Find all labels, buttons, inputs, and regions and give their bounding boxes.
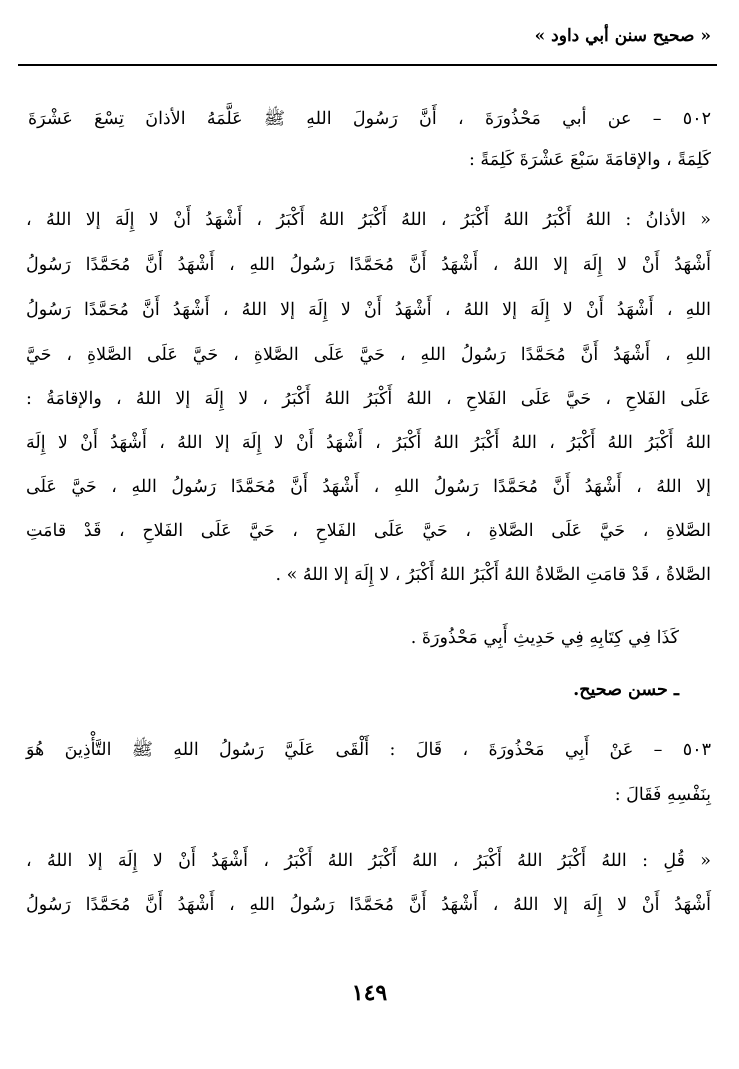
page-number: ١٤٩ bbox=[351, 980, 388, 1006]
hadith-502-note: كَذَا فِي كِتَابِهِ فِي حَدِيثِ أَبِي مَحْذُورَةَ . bbox=[410, 628, 679, 648]
hadith-502-text-line: « الأذانُ : اللهُ أَكْبَرُ اللهُ أَكْبَرُ ، اللهُ أَكْبَرُ اللهُ أَكْبَرُ ، أَشْهَدُ أَنْ لا إِلَهَ إلا اللهُ ، bbox=[26, 210, 711, 230]
hadith-503-line-1: ٥٠٣ – عَنْ أَبِي مَحْذُورَةَ ، قَالَ : أَلْقَى عَلَيَّ رَسُولُ اللهِ ﷺ التَّأْذِينَ هُوَ bbox=[26, 740, 711, 760]
book-title: « صحيح سنن أبي داود » bbox=[534, 26, 711, 46]
hadith-503-line-2: بِنَفْسِهِ فَقَالَ : bbox=[614, 785, 711, 805]
hadith-502-text-line: اللهِ ، أَشْهَدُ أَنَّ مُحَمَّدًا رَسُولُ اللهِ ، حَيَّ عَلَى الصَّلاةِ ، حَيَّ عَلَى الصَّلاةِ ، حَيَّ bbox=[26, 345, 711, 365]
hadith-502-text-line: إلا اللهُ ، أَشْهَدُ أَنَّ مُحَمَّدًا رَسُولُ اللهِ ، أَشْهَدُ أَنَّ مُحَمَّدًا رَسُولُ اللهِ ، حَيَّ عَلَى bbox=[26, 477, 711, 497]
hadith-502-line-1: ٥٠٢ – عن أبي مَحْذُورَةَ ، أَنَّ رَسُولَ اللهِ ﷺ عَلَّمَهُ الأذانَ تِسْعَ عَشْرَةَ bbox=[28, 109, 711, 129]
hadith-502-text-line: الصَّلاةُ ، قَدْ قامَتِ الصَّلاةُ اللهُ أَكْبَرُ اللهُ أَكْبَرُ ، لا إِلَهَ إلا اللهُ » . bbox=[275, 565, 711, 585]
hadith-502-text-line: أَشْهَدُ أَنْ لا إِلَهَ إلا اللهُ ، أَشْهَدُ أَنَّ مُحَمَّدًا رَسُولُ اللهِ ، أَشْهَدُ أَنَّ مُحَمَّدًا رَسُولُ bbox=[26, 255, 711, 275]
header-rule bbox=[18, 64, 717, 66]
hadith-503-text-line: « قُلِ : اللهُ أَكْبَرُ اللهُ أَكْبَرُ ، اللهُ أَكْبَرُ اللهُ أَكْبَرُ ، أَشْهَدُ أَنْ لا إِلَهَ إلا اللهُ ، bbox=[26, 851, 711, 871]
hadith-502-line-2: كَلِمَةً ، والإقامَةَ سَبْعَ عَشْرَةَ كَلِمَةً : bbox=[468, 150, 711, 170]
hadith-502-grade: ـ حسن صحيح. bbox=[573, 680, 679, 700]
hadith-502-text-line: اللهُ أَكْبَرُ اللهُ أَكْبَرُ ، اللهُ أَكْبَرُ اللهُ أَكْبَرُ ، أَشْهَدُ أَنْ لا إِلَهَ إلا اللهُ ، أَشْهَدُ أَنْ لا إِلَهَ bbox=[26, 433, 711, 453]
hadith-502-text-line: اللهِ ، أَشْهَدُ أَنْ لا إِلَهَ إلا اللهُ ، أَشْهَدُ أَنْ لا إِلَهَ إلا اللهُ ، أَشْهَدُ أَنَّ مُحَمَّدًا رَسُولُ bbox=[26, 300, 711, 320]
hadith-503-text-line: أَشْهَدُ أَنْ لا إِلَهَ إلا اللهُ ، أَشْهَدُ أَنَّ مُحَمَّدًا رَسُولُ اللهِ ، أَشْهَدُ أَنَّ مُحَمَّدًا رَسُولُ bbox=[26, 895, 711, 915]
hadith-502-text-line: الصَّلاةِ ، حَيَّ عَلَى الصَّلاةِ ، حَيَّ عَلَى الفَلاحِ ، حَيَّ عَلَى الفَلاحِ ، قَدْ قامَتِ bbox=[26, 521, 711, 541]
hadith-502-text-line: عَلَى الفَلاحِ ، حَيَّ عَلَى الفَلاحِ ، اللهُ أَكْبَرُ اللهُ أَكْبَرُ ، لا إِلَهَ إلا اللهُ ، والإقامَةُ : bbox=[26, 389, 711, 409]
